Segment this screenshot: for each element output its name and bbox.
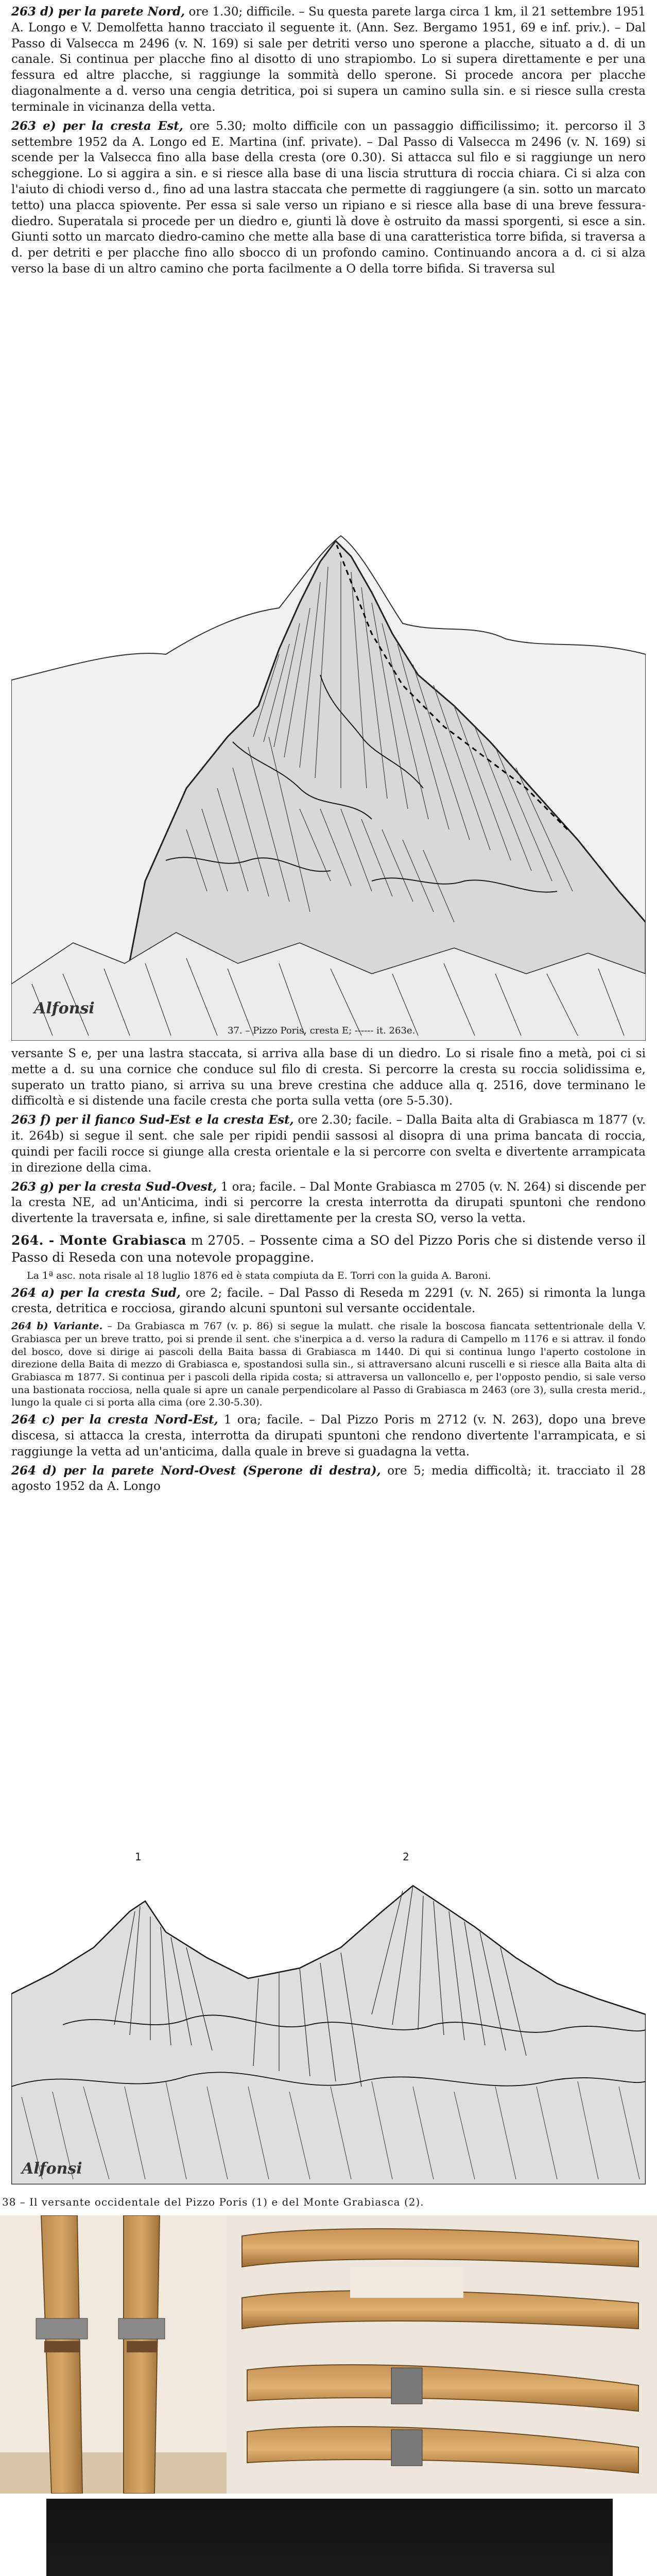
peak-marker-2: 2 (403, 1851, 409, 1863)
paragraph-body: 1 ora; facile. – Dal Pizzo Poris m 2712 (v. N. 263), dopo una breve discesa, si attacca la cresta, interrotta da dirupati spuntoni che rendono divertente l'arrampicata, e si raggiunge la vetta ad un'anticima, dalla quale in breve si guadagna la vetta. (11, 1413, 646, 1459)
paragraph-body: ore 1.30; difficile. – Su questa parete larga circa 1 km, il 21 settembre 1951 A. Longo e V. Demolfetta hanno tracciato il seguente it. (Ann. Sez. Bergamo 1951, 69 e inf. priv.). – Dal Passo di Valsecca m 2496 (v. N. 169) si sale per detriti verso uno sperone a placche, situato a d. di un canale. Si continua per placche fino al disotto di uno strapiombo. Lo si supera direttamente e per una fessura ed altre placche, si raggiunge la sommità dello sperone. Si procede ancora per placche diagonalmente a d. verso una cengia detritica, poi si supera un camino sulla sin. e si riesce sulla cresta terminale in vicinanza della vetta. (11, 5, 646, 114)
wooden-skis-image (0, 2215, 657, 2494)
paragraph-body: ore 5.30; molto difficile con un passaggio difficilissimo; it. percorso il 3 settembre 1952 da A. Longo ed E. Martina (inf. private). – Dal Passo di Valsecca m 2496 (v. N. 169) si scende per la Valsecca fino alla base della cresta (ore 0.30). Si attacca sul filo e si raggiunge un nero scheggione. Lo si aggira a sin. e si riesce alla base di una liscia struttura di roccia chiara. Ci si alza con l'aiuto di chiodi verso d., fino ad una lastra staccata che permette di raggiungere (a sin. sotto un marcato tetto) una placca spiovente. Per essa si sale verso un ripiano e si riesce alla base di una breve fessura-diedro. Superatala si procede per un diedro e, giunti là dove è ostruito da massi sporgenti, si esce a sin. Giunti sotto un marcato diedro-camino che mette alla base di una caratteristica torre bifida, si traversa a d. per detriti e per placche fino allo sbocco di un profondo camino. Continuando ancora a d. ci si alza verso la base di un altro camino che porta facilmente a O della torre bifida. Si traversa sul (11, 119, 646, 276)
figure-37-caption: 37. – Pizzo Poris, cresta E; ------ it. 263e. (228, 1025, 416, 1036)
figure-38-caption: 38 – Il versante occidentale del Pizzo Poris (1) e del Monte Grabiasca (2). (2, 2196, 424, 2208)
pizzo-poris-sketch (11, 520, 646, 1041)
peak-marker-1: 1 (135, 1851, 142, 1863)
artist-signature: Alfonsi (22, 2160, 82, 2178)
paragraph-263e (11, 118, 646, 277)
section-heading-body: m 2705. – Possente cima a SO del Pizzo Poris che si distende verso il Passo di Reseda con una notevole propaggine. (11, 1232, 646, 1265)
paragraph-body: ore 2; facile. – Dal Passo di Reseda m 2291 (v. N. 265) si rimonta la lunga cresta, detritica e rocciosa, girando alcuni spuntoni sul versante occidentale. (11, 1286, 646, 1316)
paragraph-263e-continued: versante S e, per una lastra staccata, si arriva alla base di un diedro. Lo si risale fino a metà, poi ci si mette a d. su una cornice che conduce sul filo di cresta. Si percorre la cresta su roccia solidissima e, superato un tratto piano, si arriva su una breve crestina che adduce alla q. 2516, dove terminano le difficoltà e si distende una facile cresta che porta sulla vetta (ore 5-5.30). (11, 1047, 646, 1108)
paragraph-lead: 264 a) per la cresta Sud, (11, 1285, 181, 1300)
note-264: La 1ª asc. nota risale al 18 luglio 1876 ed è stata compiuta da E. Torri con la guida A. Baroni. (27, 1269, 491, 1281)
paragraph-lead: 264 b) Variante. (11, 1320, 103, 1332)
text-block-top (11, 4, 646, 280)
paragraph-264d (11, 1463, 646, 1495)
paragraph-lead: 263 d) per la parete Nord, (11, 5, 185, 19)
figure-37 (11, 520, 646, 1041)
paragraph-body: 1 ora; facile. – Dal Monte Grabiasca m 2705 (v. N. 264) si discende per la cresta NE, ad un'Anticima, indi si percorre la cresta interrotta da dirupati spuntoni che rendono divertente la traversata e, infine, si sale direttamente per la cresta SO, verso la vetta. (11, 1180, 646, 1226)
paragraph-lead: 264 c) per la cresta Nord-Est, (11, 1413, 218, 1427)
paragraph-263g (11, 1179, 646, 1227)
paragraph-263d (11, 4, 646, 115)
monte-madonnino-photo (46, 2499, 613, 2576)
paragraph-264a (11, 1285, 646, 1317)
figure-38 (11, 1844, 646, 2200)
paragraph-263f (11, 1112, 646, 1176)
paragraph-body: ore 5; media difficoltà; it. tracciato il 28 agosto 1952 da A. Longo (11, 1464, 646, 1494)
skis-photo (0, 2215, 657, 2494)
paragraph-264c (11, 1412, 646, 1460)
paragraph-264b (11, 1320, 646, 1409)
section-number: 264. - Monte Grabiasca (11, 1232, 187, 1248)
plate-xxi-photo (46, 2499, 613, 2576)
paragraph-lead: 264 d) per la parete Nord-Ovest (Sperone di destra), (11, 1463, 381, 1478)
artist-signature: Alfonsi (34, 999, 95, 1018)
paragraph-body: ore 2.30; facile. – Dalla Baita alta di Grabiasca m 1877 (v. it. 264b) si segue il sent. che sale per ripidi pendii sassosi al disopra di una prima bancata di roccia, quindi per facili rocce si giunge alla cresta orientale e la si percorre con svelta e divertente arrampicata in direzione della cima. (11, 1113, 646, 1175)
poris-grabiasca-sketch (11, 1870, 646, 2184)
paragraph-lead: 263 e) per la cresta Est, (11, 118, 183, 133)
paragraph-lead: 263 g) per la cresta Sud-Ovest, (11, 1179, 217, 1194)
section-heading-264 (11, 1232, 646, 1266)
paragraph-body: – Da Grabiasca m 767 (v. p. 86) si segue la mulatt. che risale la boscosa fiancata settentrionale della V. Grabiasca per un breve tratto, poi si prende il sent. che s'inerpica a d. verso la radura di Campello m 1176 e si attrav. il fondo del bosco, dove si dirige ai pascoli della Baita bassa di Grabiasca m 1440. Di qui si continua lungo l'aperto costolone in direzione della Baita di mezzo di Grabiasca e, spostandosi sulla sin., si attraversano alcuni ruscelli e si riesce alla Baita alta di Grabiasca m 1877. Si continua per i pascoli della ripida costa; si attraversa un valloncello e, per l'opposto pendio, si sale verso una bastionata rocciosa, nella quale si apre un canale perpendicolare al Passo di Grabiasca m 2463 (ore 3), sulla cresta merid., lungo la quale ci si porta alla cima (ore 2.30-5.30). (11, 1320, 646, 1409)
text-block-middle (11, 1046, 646, 1498)
paragraph-lead: 263 f) per il fianco Sud-Est e la cresta Est, (11, 1113, 294, 1127)
